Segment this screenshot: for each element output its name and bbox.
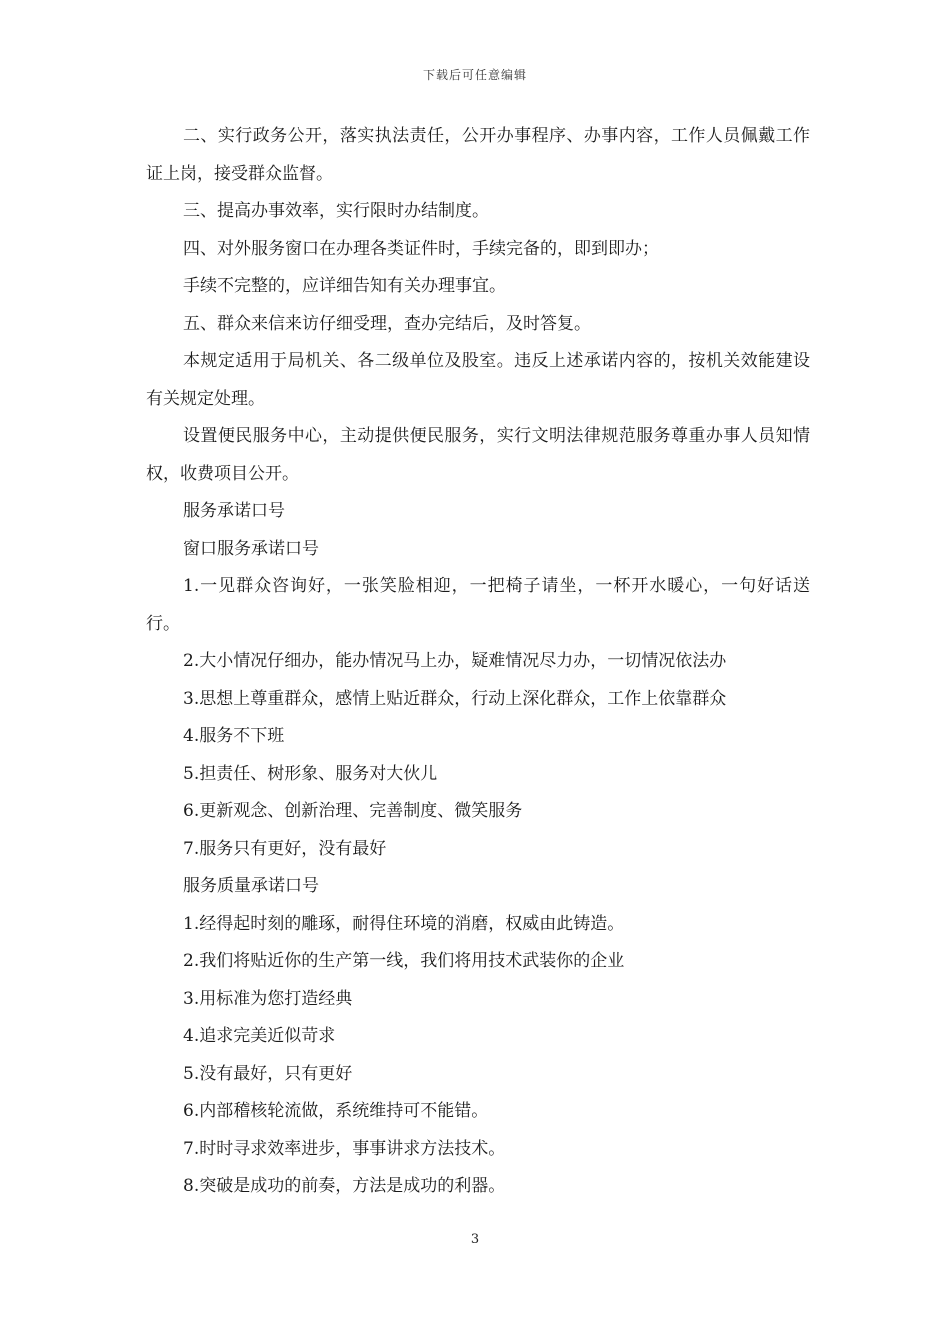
paragraph: 五、群众来信来访仔细受理，查办完结后，及时答复。: [183, 313, 591, 334]
document-body: [146, 118, 810, 1206]
list-item: 3.用标准为您打造经典: [183, 988, 353, 1009]
list-item: 5.没有最好，只有更好: [183, 1063, 353, 1084]
page-header: 下载后可任意编辑: [422, 68, 527, 82]
list-item: 6.内部稽核轮流做，系统维持可不能错。: [183, 1101, 489, 1121]
subsection-heading: 窗口服务承诺口号: [183, 538, 319, 559]
paragraph: 本规定适用于局机关、各二级单位及股室。违反上述承诺内容的，按机关效能建设有关规定处理。: [146, 351, 810, 409]
subsection-heading: 服务质量承诺口号: [183, 876, 319, 896]
list-item: 1.一见群众咨询好，一张笑脸相迎，一把椅子请坐，一杯开水暖心，一句好话送行。: [146, 576, 810, 634]
list-item: 2.我们将贴近你的生产第一线，我们将用技术武装你的企业: [183, 951, 625, 971]
list-item: 2.大小情况仔细办，能办情况马上办，疑难情况尽力办，一切情况依法办: [183, 651, 727, 671]
paragraph: 三、提高办事效率，实行限时办结制度。: [183, 201, 489, 221]
paragraph: 四、对外服务窗口在办理各类证件时，手续完备的，即到即办；: [183, 238, 659, 259]
list-item: 1.经得起时刻的雕琢，耐得住环境的消磨，权威由此铸造。: [183, 913, 625, 934]
list-item: 4.服务不下班: [183, 726, 285, 746]
section-heading: 服务承诺口号: [183, 501, 285, 521]
page-number: 3: [470, 1232, 480, 1247]
list-item: 6.更新观念、创新治理、完善制度、微笑服务: [183, 801, 523, 821]
list-item: 8.突破是成功的前奏，方法是成功的利器。: [183, 1176, 506, 1196]
paragraph: 手续不完整的，应详细告知有关办理事宜。: [183, 276, 506, 296]
list-item: 5.担责任、树形象、服务对大伙儿: [183, 763, 438, 784]
list-item: 7.时时寻求效率进步，事事讲求方法技术。: [183, 1138, 506, 1159]
paragraph: 二、实行政务公开，落实执法责任，公开办事程序、办事内容，工作人员佩戴工作证上岗，接受群众监督。: [146, 126, 810, 184]
list-item: 4.追求完美近似苛求: [183, 1026, 336, 1046]
paragraph: 设置便民服务中心，主动提供便民服务，实行文明法律规范服务尊重办事人员知情权，收费项目公开。: [146, 426, 810, 484]
list-item: 7.服务只有更好，没有最好: [183, 838, 387, 859]
list-item: 3.思想上尊重群众，感情上贴近群众，行动上深化群众，工作上依靠群众: [183, 688, 727, 709]
